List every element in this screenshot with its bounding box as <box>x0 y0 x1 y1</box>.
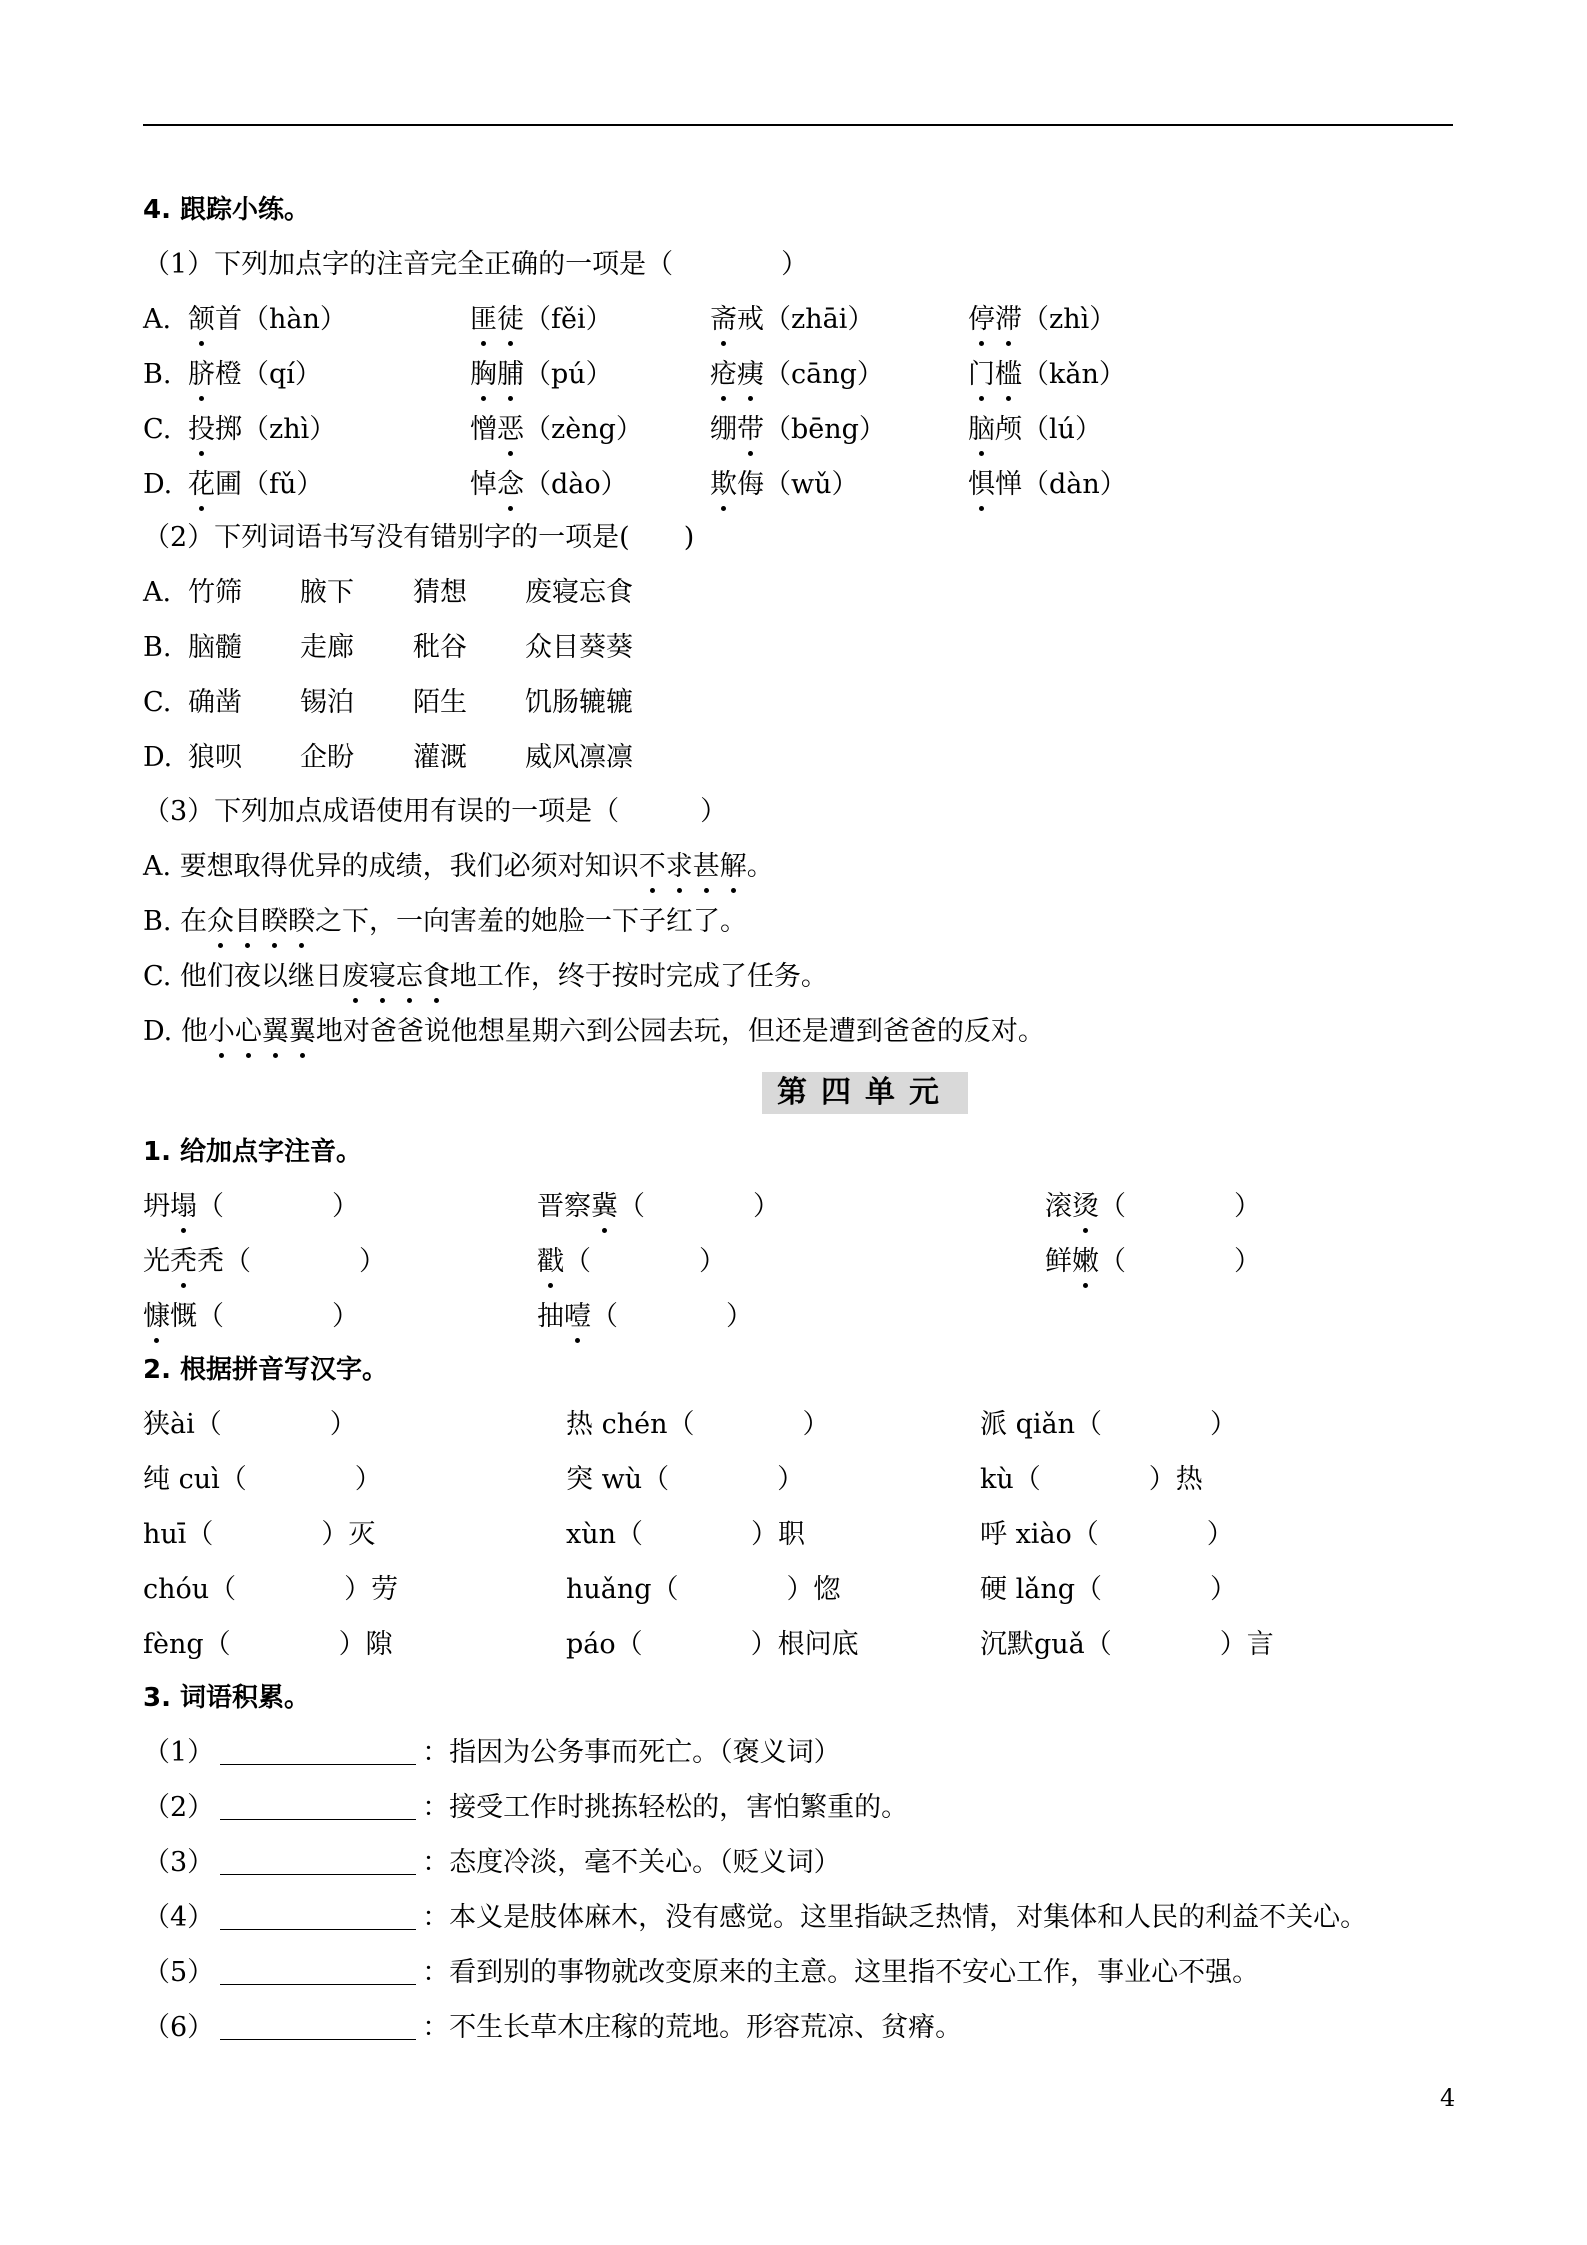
pinyin-fill-item: 突 wù（ ） <box>566 1464 805 1495</box>
word: 众目葵葵 <box>525 632 633 663</box>
pinyin: （hàn） <box>242 304 347 335</box>
pinyin-fill-item: fèng（ ）隙 <box>143 1629 393 1660</box>
sentence-option <box>143 847 774 887</box>
char: 憎 <box>470 414 497 445</box>
word: 废寝忘食 <box>525 577 633 608</box>
char: 匪 <box>470 300 497 340</box>
pinyin: （zhì） <box>242 414 337 445</box>
char: 脑 <box>968 410 995 450</box>
sentence-post: 地工作，终于按时完成了任务。 <box>449 961 828 992</box>
page-number: 4 <box>1440 2084 1456 2112</box>
word: 走廊 <box>300 632 354 663</box>
char: 秃 <box>197 1246 224 1277</box>
phonetic-item <box>1045 1242 1261 1282</box>
pinyin-item <box>968 465 1127 505</box>
option-label: A. <box>143 304 172 335</box>
pinyin-item <box>470 355 613 395</box>
pinyin-item <box>188 410 336 450</box>
word: 饥肠辘辘 <box>525 687 633 718</box>
idiom-char: 食 <box>423 957 450 997</box>
char: 秃 <box>170 1242 197 1282</box>
pinyin: （zhāi） <box>764 304 875 335</box>
sentence-pre: 他们夜以继日 <box>179 961 342 992</box>
sentence-post: 之下，一向害羞的她脸一下子红了。 <box>315 906 748 937</box>
vocab-item <box>143 2008 962 2048</box>
phonetic-item <box>537 1297 753 1337</box>
idiom-char: 小 <box>208 1012 235 1052</box>
pinyin-item <box>968 355 1126 395</box>
pinyin-item <box>188 465 323 505</box>
word: 威风凛凛 <box>525 742 633 773</box>
char: 槛 <box>995 355 1022 395</box>
pinyin-fill-item: 沉默guǎ（ ）言 <box>980 1629 1274 1660</box>
item-number: （4） <box>143 1902 215 1933</box>
answer-blank: （ ） <box>1099 1191 1261 1222</box>
pinyin-fill-item: huī（ ）灭 <box>143 1519 376 1550</box>
option-label: B. <box>143 359 172 390</box>
pinyin-item <box>470 465 628 505</box>
char: 鲜 <box>1045 1246 1072 1277</box>
phonetic-item <box>1045 1187 1261 1227</box>
q4-sub3: （3）下列加点成语使用有误的一项是（ ） <box>143 796 728 827</box>
pinyin-fill-item: 狭ài（ ） <box>143 1409 357 1440</box>
answer-blank: （ ） <box>564 1246 726 1277</box>
dotted-idiom <box>639 851 747 882</box>
char: 圃 <box>215 469 242 500</box>
char: 慷 <box>143 1297 170 1337</box>
idiom-char: 不 <box>639 847 666 887</box>
char: 烫 <box>1072 1187 1099 1227</box>
pinyin-fill-item: kù（ ）热 <box>980 1464 1203 1495</box>
word: 腋下 <box>300 577 354 608</box>
idiom-char: 翼 <box>262 1012 289 1052</box>
definition: ：接受工作时挑拣轻松的，害怕繁重的。 <box>422 1792 909 1823</box>
vocab-item <box>143 1898 1367 1938</box>
answer-blank: （ ） <box>224 1246 386 1277</box>
pinyin-fill-item: páo（ ）根问底 <box>566 1629 859 1660</box>
char: 抽 <box>537 1301 564 1332</box>
idiom-char: 废 <box>342 957 369 997</box>
pinyin: （zhì） <box>1022 304 1117 335</box>
word: 陌生 <box>413 687 467 718</box>
sentence-pre: 要想取得优异的成绩，我们必须对知识 <box>179 851 639 882</box>
pinyin: （fěi） <box>524 304 613 335</box>
char: 冀 <box>591 1187 618 1227</box>
sentence-pre: 在 <box>180 906 208 937</box>
sentence-post: 。 <box>746 851 774 882</box>
definition: ：看到别的事物就改变原来的主意。这里指不安心工作，事业心不强。 <box>422 1957 1260 1988</box>
word: 确凿 <box>188 687 242 718</box>
answer-line <box>220 1793 416 1820</box>
definition: ：态度冷淡，毫不关心。（贬义词） <box>422 1847 841 1878</box>
phonetic-item <box>143 1242 386 1282</box>
pinyin: （wǔ） <box>764 469 859 500</box>
pinyin: （zèng） <box>524 414 643 445</box>
item-number: （2） <box>143 1792 215 1823</box>
idiom-char: 忘 <box>396 957 423 997</box>
word: 企盼 <box>300 742 354 773</box>
word: 猜想 <box>413 577 467 608</box>
char: 绷 <box>710 414 737 445</box>
char: 痍 <box>737 355 764 395</box>
char: 疮 <box>710 355 737 395</box>
char: 滚 <box>1045 1191 1072 1222</box>
q4-sub2: （2）下列词语书写没有错别字的一项是( ) <box>143 522 695 553</box>
char: 投 <box>188 410 215 450</box>
pinyin: （dàn） <box>1022 469 1127 500</box>
pinyin-item <box>710 410 886 450</box>
char: 脐 <box>188 355 215 395</box>
char: 胸 <box>470 355 497 395</box>
char: 掷 <box>215 414 242 445</box>
vocab-item <box>143 1843 841 1883</box>
option-label: B. <box>143 906 172 937</box>
answer-blank: （ ） <box>1099 1246 1261 1277</box>
pinyin-item <box>188 355 322 395</box>
sentence-option <box>143 957 828 997</box>
char: 坍 <box>143 1191 170 1222</box>
answer-blank: （ ） <box>197 1301 359 1332</box>
q4-heading: 4. 跟踪小练。 <box>143 195 311 225</box>
char: 嫩 <box>1072 1242 1099 1282</box>
answer-blank: （ ） <box>618 1191 780 1222</box>
pinyin-item <box>710 355 884 395</box>
word: 锡泊 <box>300 687 354 718</box>
u4-q1-heading: 1. 给加点字注音。 <box>143 1137 363 1167</box>
char: 颅 <box>995 414 1022 445</box>
char: 停 <box>968 300 995 340</box>
answer-line <box>220 1738 416 1765</box>
char: 徒 <box>497 300 524 340</box>
char: 恶 <box>497 410 524 450</box>
idiom-char: 甚 <box>693 847 720 887</box>
pinyin-fill-item: huǎng（ ）惚 <box>566 1574 841 1605</box>
definition: ：不生长草木庄稼的荒地。形容荒凉、贫瘠。 <box>422 2012 963 2043</box>
char: 光 <box>143 1246 170 1277</box>
pinyin-fill-item: 派 qiǎn（ ） <box>980 1409 1237 1440</box>
char: 滞 <box>995 300 1022 340</box>
pinyin: （kǎn） <box>1022 359 1126 390</box>
char: 噎 <box>564 1297 591 1337</box>
header-rule <box>143 124 1453 126</box>
pinyin: （fǔ） <box>242 469 324 500</box>
vocab-item <box>143 1788 908 1828</box>
pinyin-fill-item: xùn（ ）职 <box>566 1519 806 1550</box>
option-label: D. <box>143 742 173 773</box>
option-label: D. <box>143 469 173 500</box>
item-number: （5） <box>143 1957 215 1988</box>
dotted-idiom <box>342 961 450 992</box>
option-label: D. <box>143 1016 173 1047</box>
sentence-option <box>143 902 747 942</box>
definition: ：本义是肢体麻木，没有感觉。这里指缺乏热情，对集体和人民的利益不关心。 <box>422 1902 1368 1933</box>
word: 脑髓 <box>188 632 242 663</box>
char: 花 <box>188 465 215 505</box>
definition: ：指因为公务事而死亡。（褒义词） <box>422 1737 841 1768</box>
vocab-item <box>143 1733 841 1773</box>
item-number: （1） <box>143 1737 215 1768</box>
char: 侮 <box>737 469 764 500</box>
pinyin-item <box>188 300 347 340</box>
dotted-idiom <box>207 906 315 937</box>
answer-line <box>220 1903 416 1930</box>
char: 念 <box>497 465 524 505</box>
option-label: C. <box>143 414 172 445</box>
sentence-option <box>143 1012 1045 1052</box>
q4-sub1: （1）下列加点字的注音完全正确的一项是（ ） <box>143 249 809 280</box>
char: 塌 <box>170 1187 197 1227</box>
char: 门 <box>968 355 995 395</box>
sentence-post: 地对爸爸说他想星期六到公园去玩，但还是遭到爸爸的反对。 <box>315 1016 1045 1047</box>
vocab-item <box>143 1953 1259 1993</box>
idiom-char: 解 <box>720 847 747 887</box>
pinyin-item <box>968 410 1102 450</box>
answer-line <box>220 1958 416 1985</box>
phonetic-item <box>537 1242 726 1282</box>
char: 脯 <box>497 355 524 395</box>
pinyin: （lú） <box>1022 414 1103 445</box>
char: 悼 <box>470 469 497 500</box>
answer-line <box>220 2013 416 2040</box>
option-label: A. <box>143 577 172 608</box>
pinyin-fill-item: 呼 xiào（ ） <box>980 1519 1234 1550</box>
answer-blank: （ ） <box>197 1191 359 1222</box>
idiom-char: 睽 <box>261 902 288 942</box>
phonetic-item <box>143 1297 359 1337</box>
char: 晋 <box>537 1191 564 1222</box>
pinyin: （pú） <box>524 359 613 390</box>
option-label: C. <box>143 961 172 992</box>
char: 戳 <box>537 1242 564 1282</box>
idiom-char: 心 <box>235 1012 262 1052</box>
u4-q2-heading: 2. 根据拼音写汉字。 <box>143 1355 389 1385</box>
answer-line <box>220 1848 416 1875</box>
answer-blank: （ ） <box>591 1301 753 1332</box>
dotted-idiom <box>208 1016 316 1047</box>
unit-title: 第四单元 <box>762 1072 968 1114</box>
item-number: （3） <box>143 1847 215 1878</box>
char: 带 <box>737 410 764 450</box>
option-label: B. <box>143 632 172 663</box>
pinyin-item <box>470 410 643 450</box>
pinyin-item <box>470 300 613 340</box>
pinyin-item <box>710 300 874 340</box>
char: 斋 <box>710 300 737 340</box>
phonetic-item <box>143 1187 359 1227</box>
idiom-char: 翼 <box>289 1012 316 1052</box>
char: 橙 <box>215 359 242 390</box>
pinyin-fill-item: 热 chén（ ） <box>566 1409 830 1440</box>
pinyin: （dào） <box>524 469 628 500</box>
pinyin: （bēng） <box>764 414 886 445</box>
option-label: A. <box>143 851 172 882</box>
char: 欺 <box>710 465 737 505</box>
pinyin: （qí） <box>242 359 322 390</box>
char: 惮 <box>995 469 1022 500</box>
char: 惧 <box>968 465 995 505</box>
u4-q3-heading: 3. 词语积累。 <box>143 1683 311 1713</box>
word: 竹筛 <box>188 577 242 608</box>
idiom-char: 目 <box>234 902 261 942</box>
pinyin-fill-item: 纯 cuì（ ） <box>143 1464 382 1495</box>
char: 戒 <box>737 304 764 335</box>
pinyin-item <box>710 465 859 505</box>
option-label: C. <box>143 687 172 718</box>
char: 首 <box>215 304 242 335</box>
char: 察 <box>564 1191 591 1222</box>
char: 慨 <box>170 1301 197 1332</box>
pinyin-item <box>968 300 1116 340</box>
pinyin-fill-item: chóu（ ）劳 <box>143 1574 399 1605</box>
word: 灌溉 <box>413 742 467 773</box>
word: 秕谷 <box>413 632 467 663</box>
idiom-char: 寝 <box>369 957 396 997</box>
char: 颔 <box>188 300 215 340</box>
item-number: （6） <box>143 2012 215 2043</box>
pinyin: （cāng） <box>764 359 884 390</box>
word: 狼呗 <box>188 742 242 773</box>
idiom-char: 求 <box>666 847 693 887</box>
pinyin-fill-item: 硬 lǎng（ ） <box>980 1574 1237 1605</box>
sentence-pre: 他 <box>180 1016 208 1047</box>
phonetic-item <box>537 1187 780 1227</box>
idiom-char: 众 <box>207 902 234 942</box>
idiom-char: 睽 <box>288 902 315 942</box>
